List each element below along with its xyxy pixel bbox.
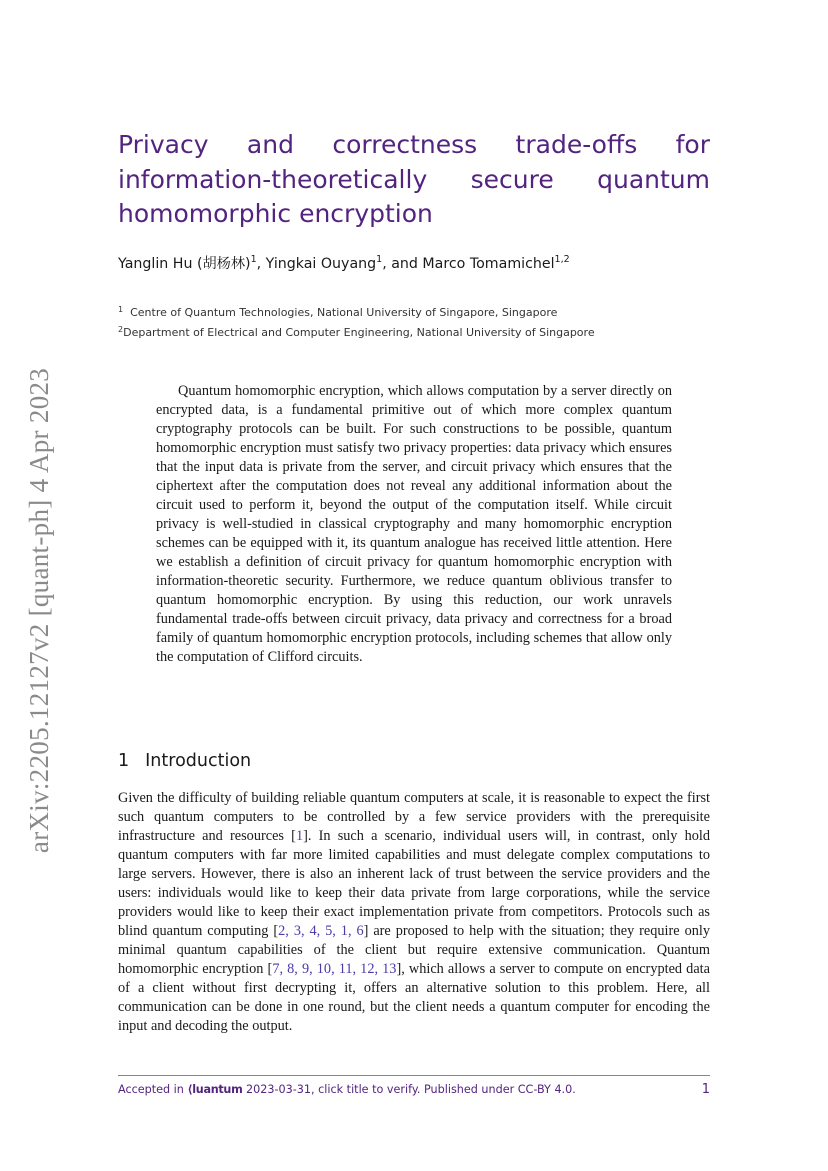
intro-text: ], which allows a server to compute on encrypted data of a client without first decrypting it, offers an alternative solution to this problem. Here, all communication can be done in one round, but the client needs a quantum computer for encoding the input and decoding the output.	[118, 961, 710, 1034]
section-title: Introduction	[145, 751, 252, 771]
affiliation	[118, 306, 718, 319]
arxiv-identifier: arXiv:2205.12127v2 [quant-ph] 4 Apr 2023	[24, 367, 55, 853]
footer	[118, 1082, 710, 1097]
citation-link[interactable]: 2, 3, 4, 5, 1, 6	[278, 923, 364, 939]
footer-accepted-label: Accepted in	[118, 1083, 184, 1096]
arxiv-sidebar-stamp	[20, 360, 60, 860]
section-number: 1	[118, 751, 130, 771]
intro-paragraph	[118, 789, 710, 1036]
citation-link[interactable]: 7, 8, 9, 10, 11, 12, 13	[272, 961, 397, 977]
author-separator: , and	[382, 256, 423, 272]
affiliation-text: Department of Electrical and Computer Engineering, National University of Singapore	[123, 326, 595, 339]
abstract: Quantum homomorphic encryption, which allows computation by a server directly on encrypted data, is a fundamental primitive out of which more complex quantum cryptography protocols can be built. For such constructions to be possible, quantum homomorphic encryption must satisfy two privacy properties: data privacy which ensures that the input data is private from the server, and circuit privacy which ensures that the ciphertext after the computation does not reveal any additional information about the circuit used to perform it, beyond the output of the computation itself. While circuit privacy is well-studied in classical cryptography and many homomorphic encryption schemes can be equipped with it, its quantum analogue has received little attention. Here we establish a definition of circuit privacy for quantum homomorphic encryption with information-theoretic security. Furthermore, we reduce quantum oblivious transfer to quantum homomorphic encryption. By using this reduction, our work unravels fundamental trade-offs between circuit privacy, data privacy and correctness for a broad family of quantum homomorphic encryption protocols, including schemes that allow only the computation of Clifford circuits.	[156, 383, 672, 665]
citation-link[interactable]: 1	[295, 828, 304, 844]
affiliation-text: Centre of Quantum Technologies, National University of Singapore, Singapore	[130, 306, 558, 319]
author-name: Yingkai Ouyang	[265, 256, 377, 272]
paper-title[interactable]: Privacy and correctness trade-offs for information-theoretically secure quantum homomorphic encryption	[118, 130, 710, 228]
intro-text: ]. In such a scenario, individual users will, in contrast, only hold quantum computers with far more limited capabilities and must delegate complex computations to large servers. However, there is also an inherent lack of trust between the service providers and the users: individuals would like to keep their data private from large corporations, while the service providers would like to keep their exact implementation private from competitors. Protocols such as blind quantum computing [	[118, 828, 711, 939]
author-affil-sup: 1	[250, 254, 257, 265]
footer-acceptance[interactable]	[118, 1083, 576, 1096]
affiliation-sup: 1	[118, 305, 124, 314]
author-separator: ,	[256, 256, 266, 272]
author-name: Marco Tomamichel	[422, 256, 555, 272]
affiliation-sup: 2	[118, 325, 124, 334]
author-affil-sup: 1,2	[554, 254, 570, 265]
intro-text: ] are proposed to help with the situation; they require only minimal quantum capabilities of the client but require extensive communication. Quantum homomorphic encryption [	[118, 923, 710, 977]
intro-text: Given the difficulty of building reliable quantum computers at scale, it is reasonable to expect the first such quantum computers to be controlled by a few service providers with the prerequisite infrastructure and resources [	[118, 790, 710, 844]
footer-details: 2023-03-31, click title to verify. Published under CC-BY 4.0.	[246, 1083, 576, 1096]
affiliation	[118, 326, 718, 339]
author-name: Yanglin Hu (胡杨林)	[118, 256, 251, 272]
page-number: 1	[701, 1082, 710, 1097]
section-heading	[118, 751, 251, 771]
footer-divider	[118, 1075, 710, 1076]
quantum-journal-logo: ⟨luantum	[187, 1083, 243, 1096]
author-affil-sup: 1	[376, 254, 383, 265]
author-list	[118, 253, 718, 273]
